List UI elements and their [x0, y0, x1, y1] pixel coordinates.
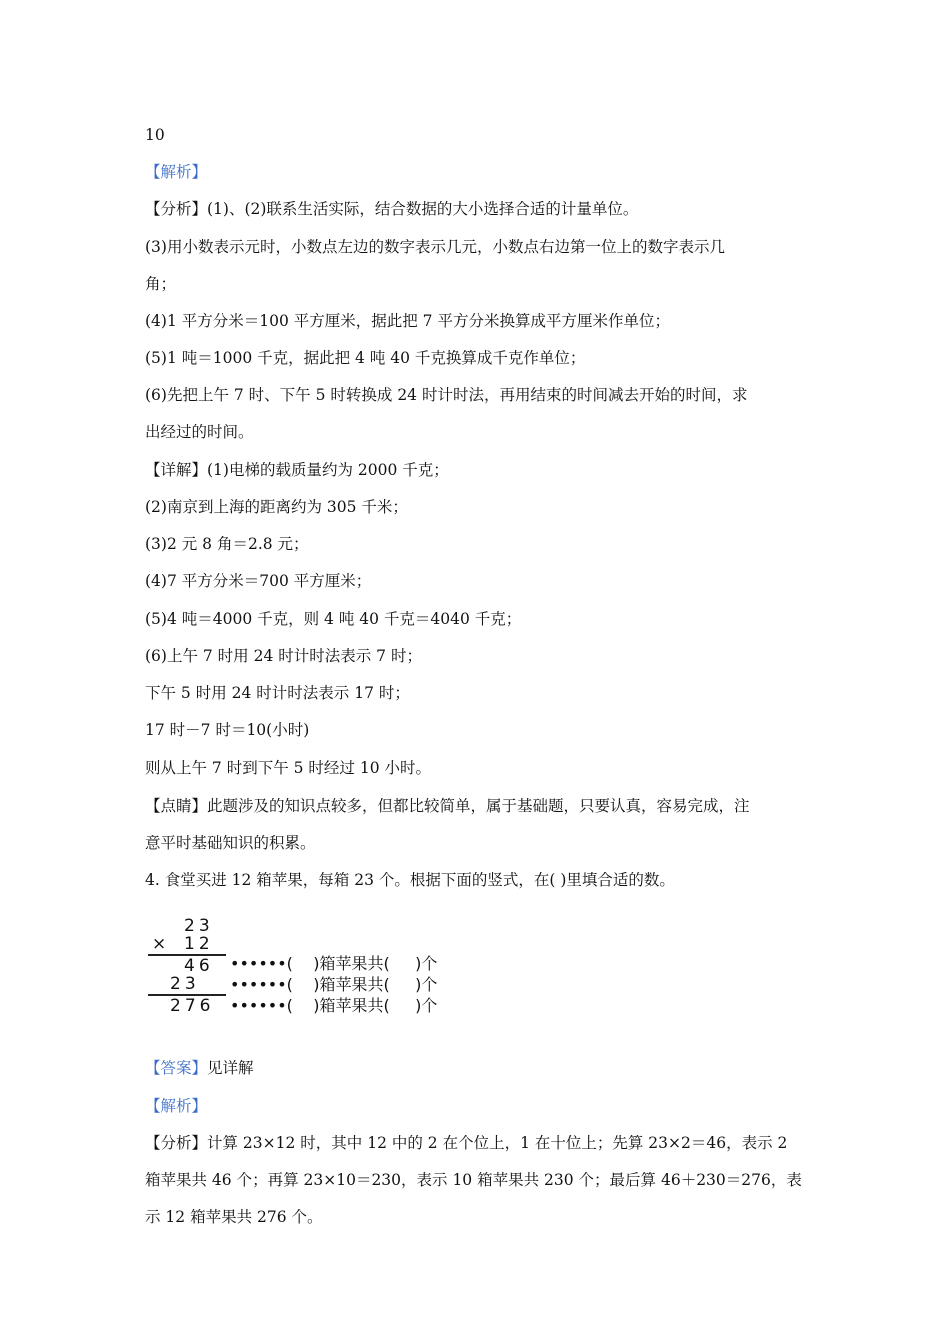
text-line: 17 时－7 时＝10(小时): [145, 721, 310, 739]
text-line: (4)1 平方分米＝100 平方厘米，据此把 7 平方分米换算成平方厘米作单位；: [145, 312, 670, 330]
blank-row-1: ••••••( )箱苹果共( )个: [230, 954, 438, 973]
text-line: 下午 5 时用 24 时计时法表示 17 时；: [145, 684, 410, 702]
multiplicand: 23: [184, 916, 214, 936]
text-line: (4)7 平方分米＝700 平方厘米；: [145, 572, 372, 590]
text-line: 则从上午 7 时到下午 5 时经过 10 小时。: [145, 759, 432, 777]
text-line: (5)1 吨＝1000 千克，据此把 4 吨 40 千克换算成千克作单位；: [145, 349, 586, 367]
times-sign: ×: [152, 934, 171, 954]
text-line: 出经过的时间。: [145, 423, 254, 441]
multiplier: 12: [184, 934, 214, 954]
partial-product-1: 46: [184, 956, 214, 976]
text-line: 箱苹果共 46 个；再算 23×10＝230，表示 10 箱苹果共 230 个；最后算 46＋230＝276，表: [145, 1171, 802, 1189]
text-line: 【详解】(1)电梯的载质量约为 2000 千克；: [145, 461, 449, 479]
text-line: 示 12 箱苹果共 276 个。: [145, 1208, 323, 1226]
text-line: (3)2 元 8 角＝2.8 元；: [145, 535, 309, 553]
previous-answer: 10: [145, 126, 165, 144]
text-line: 角；: [145, 275, 177, 293]
text-line: (5)4 吨＝4000 千克，则 4 吨 40 千克＝4040 千克；: [145, 610, 522, 628]
text-line: (3)用小数表示元时，小数点左边的数字表示几元，小数点右边第一位上的数字表示几: [145, 238, 725, 256]
product: 276: [170, 996, 215, 1016]
text-line: (6)上午 7 时用 24 时计时法表示 7 时；: [145, 647, 422, 665]
analysis-heading: 【解析】: [145, 163, 208, 181]
question-4: 4. 食堂买进 12 箱苹果，每箱 23 个。根据下面的竖式，在( )里填合适的数。: [145, 871, 675, 889]
text-line: (6)先把上午 7 时、下午 5 时转换成 24 时计时法，再用结束的时间减去开始的时间，求: [145, 386, 748, 404]
text-line: (2)南京到上海的距离约为 305 千米；: [145, 498, 408, 516]
text-line: 【分析】(1)、(2)联系生活实际，结合数据的大小选择合适的计量单位。: [145, 200, 639, 218]
answer-line: 【答案】见详解: [145, 1059, 254, 1077]
partial-product-2: 23: [170, 974, 200, 994]
text-line: 【分析】计算 23×12 时，其中 12 中的 2 在个位上，1 在十位上；先算 23×2＝46，表示 2: [145, 1134, 788, 1152]
vertical-multiplication: [140, 912, 540, 1022]
text-line: 意平时基础知识的积累。: [145, 834, 316, 852]
analysis-heading: 【解析】: [145, 1097, 208, 1115]
text-line: 【点睛】此题涉及的知识点较多，但都比较简单，属于基础题，只要认真，容易完成，注: [145, 797, 750, 815]
blank-row-2: ••••••( )箱苹果共( )个: [230, 975, 438, 994]
blank-row-3: ••••••( )箱苹果共( )个: [230, 996, 438, 1015]
